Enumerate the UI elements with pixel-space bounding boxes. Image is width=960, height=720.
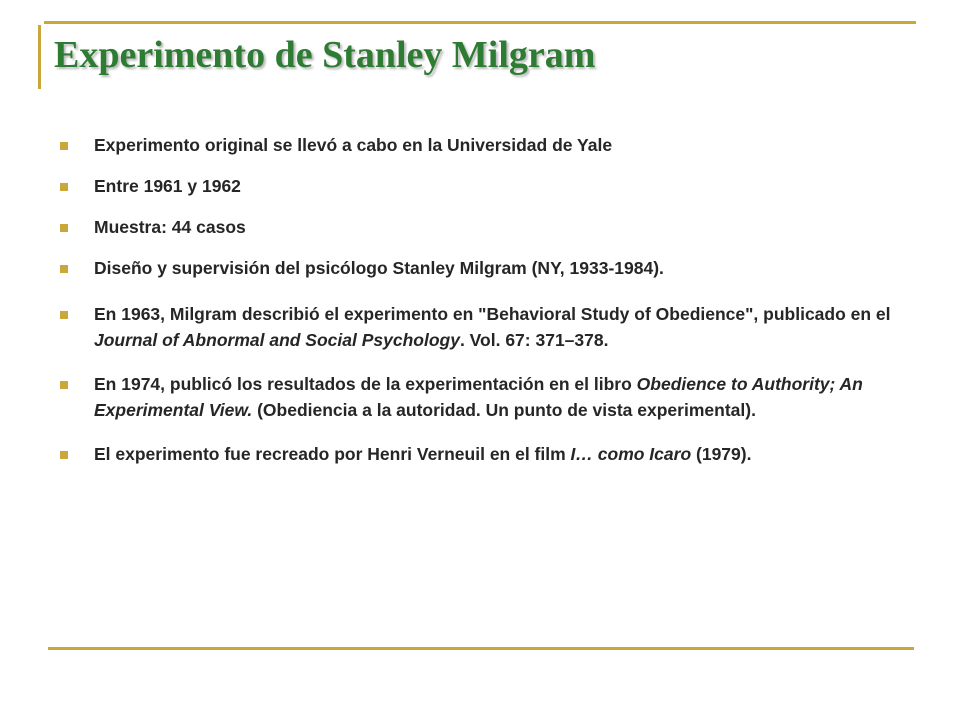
bullet-item: [60, 173, 910, 199]
square-bullet-icon: [60, 451, 68, 459]
bullet-list: [60, 132, 910, 467]
slide-title: Experimento de Stanley Milgram: [54, 34, 596, 76]
square-bullet-icon: [60, 265, 68, 273]
top-rule: [44, 21, 916, 24]
square-bullet-icon: [60, 381, 68, 389]
bullet-item: [60, 371, 910, 423]
square-bullet-icon: [60, 224, 68, 232]
journal-title: Journal of Abnormal and Social Psychology: [94, 330, 460, 350]
bullet-text-start: En 1963, Milgram describió el experimento en "Behavioral Study of Obedience", publicado en el: [94, 304, 891, 324]
bullet-text-start: En 1974, publicó los resultados de la experimentación en el libro: [94, 374, 637, 394]
bullet-item: [60, 214, 910, 240]
bullet-text: Diseño y supervisión del psicólogo Stanley Milgram (NY, 1933-1984).: [94, 258, 664, 278]
bullet-text-end: (Obediencia a la autoridad. Un punto de vista experimental).: [252, 400, 756, 420]
bullet-text-end: . Vol. 67: 371–378.: [459, 330, 609, 350]
bullet-item: [60, 441, 910, 467]
square-bullet-icon: [60, 183, 68, 191]
bullet-item: [60, 301, 910, 353]
bullet-text: Muestra: 44 casos: [94, 217, 246, 237]
bullet-text: Experimento original se llevó a cabo en la Universidad de Yale: [94, 135, 613, 155]
bullet-item: [60, 255, 910, 281]
bullet-item: [60, 132, 910, 158]
bottom-rule: [48, 647, 914, 650]
bullet-text-start: El experimento fue recreado por Henri Verneuil en el film: [94, 444, 571, 464]
square-bullet-icon: [60, 142, 68, 150]
square-bullet-icon: [60, 311, 68, 319]
left-rule: [38, 25, 41, 89]
bullet-text-end: (1979).: [691, 444, 752, 464]
bullet-text: Entre 1961 y 1962: [94, 176, 241, 196]
book-title: Obedience to Authority; An Experimental View.: [94, 374, 863, 420]
film-title: I… como Icaro: [570, 444, 692, 464]
